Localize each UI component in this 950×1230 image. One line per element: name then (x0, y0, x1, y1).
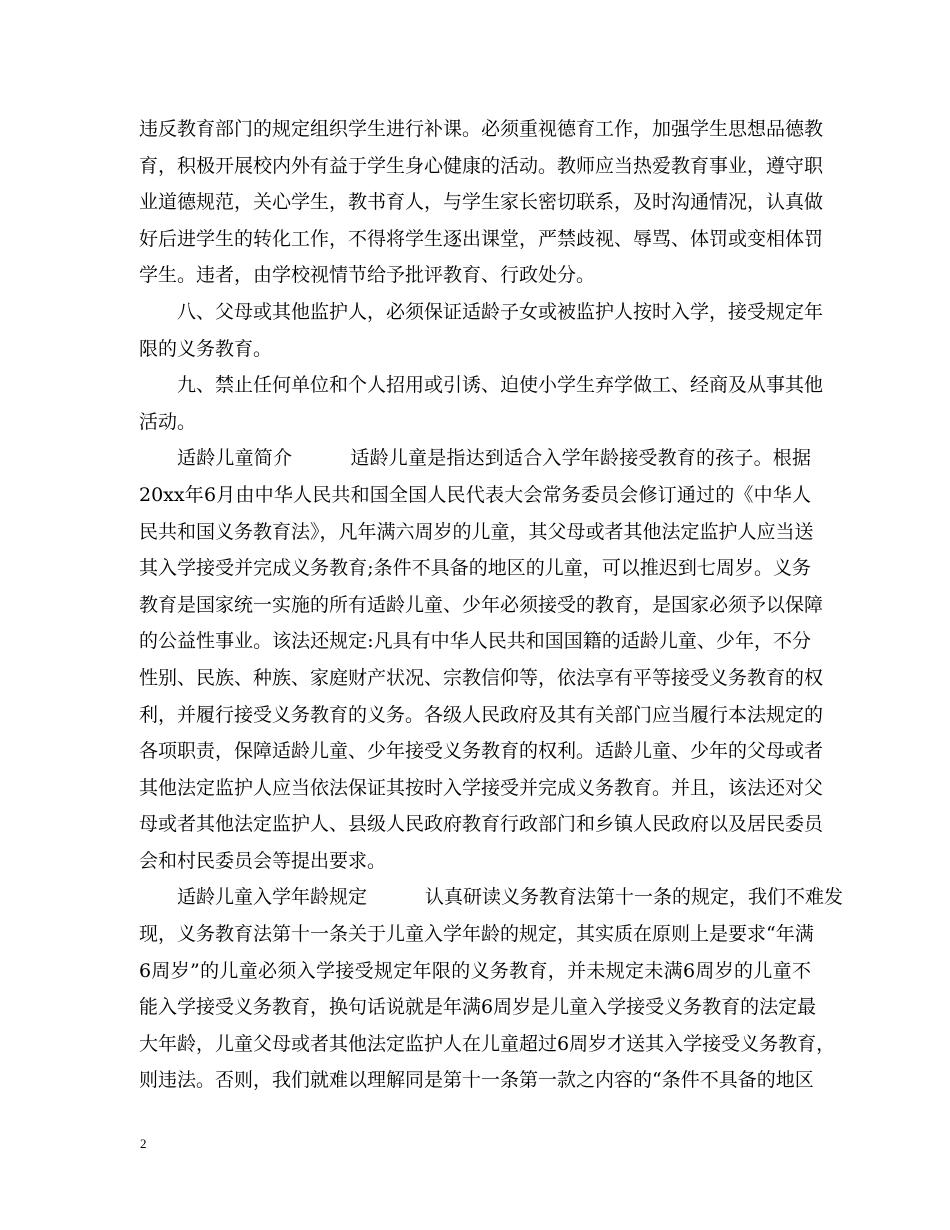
paragraph-education-rules (139, 111, 824, 294)
text-line: 好后进学生的转化工作，不得将学生逐出课堂，严禁歧视、辱骂、体罚或变相体罚 (139, 227, 824, 250)
text-line: 其他法定监护人应当依法保证其按时入学接受并完成义务教育。并且，该法还对父 (139, 776, 824, 799)
text-line: 的公益性事业。该法还规定:凡具有中华人民共和国国籍的适龄儿童、少年，不分 (139, 630, 811, 653)
text-line: 能入学接受义务教育，换句话说就是年满6周岁是儿童入学接受义务教育的法定最 (139, 996, 817, 1019)
document-body (139, 111, 844, 1099)
text-line: 大年龄，儿童父母或者其他法定监护人在儿童超过6周岁才送其入学接受义务教育， (139, 1032, 836, 1055)
text-line: 母或者其他法定监护人、县级人民政府教育行政部门和乡镇人民政府以及居民委员 (139, 813, 824, 836)
text-line: 教育是国家统一实施的所有适龄儿童、少年必须接受的教育，是国家必须予以保障 (139, 593, 824, 616)
paragraph-school-age-intro (139, 440, 824, 879)
text-line: 育，积极开展校内外有益于学生身心健康的活动。教师应当热爱教育事业，遵守职 (139, 154, 824, 177)
text-span: 认真研读义务教育法第十一条的规定，我们不难发 (425, 886, 844, 909)
text-line: 20xx年6月由中华人民共和国全国人民代表大会常务委员会修订通过的《中华人 (139, 483, 811, 506)
text-line: 民共和国义务教育法》，凡年满六周岁的儿童，其父母或者其他法定监护人应当送 (139, 520, 814, 543)
text-line: 九、禁止任何单位和个人招用或引诱、迫使小学生弃学做工、经商及从事其他 (177, 374, 824, 397)
text-line: 其入学接受并完成义务教育;条件不具备的地区的儿童，可以推迟到七周岁。义务 (139, 557, 811, 580)
paragraph-item-nine (139, 367, 824, 440)
text-line: 利，并履行接受义务教育的义务。各级人民政府及其有关部门应当履行本法规定的 (139, 703, 824, 726)
text-line: 则违法。否则，我们就难以理解同是第十一条第一款之内容的“条件不具备的地区 (139, 1069, 814, 1092)
text-line: 活动。 (139, 410, 197, 433)
text-line (139, 879, 844, 916)
text-line (139, 440, 811, 477)
paragraph-school-age-rule (139, 879, 844, 1099)
paragraph-item-eight (139, 294, 824, 367)
text-line: 6周岁”的儿童必须入学接受规定年限的义务教育，并未规定未满6周岁的儿童不 (139, 959, 811, 982)
text-line: 性别、民族、种族、家庭财产状况、宗教信仰等，依法享有平等接受义务教育的权 (139, 666, 824, 689)
text-line: 限的义务教育。 (139, 337, 273, 360)
page-number: 2 (140, 1136, 147, 1151)
text-line: 学生。违者，由学校视情节给予批评教育、行政处分。 (139, 264, 596, 287)
text-span: 适龄儿童是指达到适合入学年龄接受教育的孩子。根据 (350, 447, 811, 470)
text-line: 八、父母或其他监护人，必须保证适龄子女或被监护人按时入学，接受规定年 (177, 300, 824, 323)
text-line: 违反教育部门的规定组织学生进行补课。必须重视德育工作，加强学生思想品德教 (139, 118, 824, 140)
text-line: 各项职责，保障适龄儿童、少年接受义务教育的权利。适龄儿童、少年的父母或者 (139, 740, 824, 763)
section-heading: 适龄儿童简介 (177, 447, 293, 470)
section-heading: 适龄儿童入学年龄规定 (177, 886, 368, 909)
text-line: 会和村民委员会等提出要求。 (139, 849, 387, 872)
text-line: 业道德规范，关心学生，教书育人，与学生家长密切联系，及时沟通情况，认真做 (139, 191, 824, 214)
text-line: 现，义务教育法第十一条关于儿童入学年龄的规定，其实质在原则上是要求“年满 (139, 923, 814, 946)
